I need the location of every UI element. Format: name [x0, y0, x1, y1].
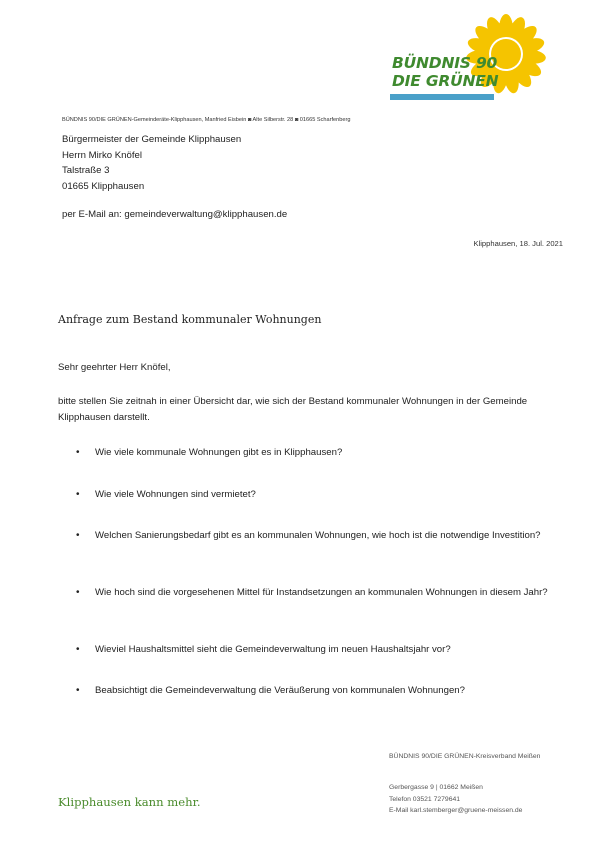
footer-address: Gerbergasse 9 | 01662 Meißen [389, 784, 483, 791]
question-text: Welchen Sanierungsbedarf gibt es an kommunalen Wohnungen, wie hoch ist die notwendige Investition? [95, 530, 541, 541]
footer-email: E-Mail karl.stemberger@gruene-meissen.de [389, 807, 523, 815]
question-text: Wieviel Haushaltsmittel sieht die Gemeindeverwaltung im neuen Haushaltsjahr vor? [95, 644, 451, 655]
footer-org: BÜNDNIS 90/DIE GRÜNEN-Kreisverband Meißen [389, 753, 541, 760]
letter-subject: Anfrage zum Bestand kommunaler Wohnungen [58, 313, 322, 326]
list-item [76, 487, 556, 503]
question-text: Wie viele Wohnungen sind vermietet? [95, 489, 256, 500]
list-item [76, 585, 556, 601]
letter-date: Klipphausen, 18. Jul. 2021 [473, 239, 563, 248]
recipient-line-2: Herrn Mirko Knöfel [62, 149, 142, 161]
party-logo [388, 14, 548, 104]
email-line: per E-Mail an: gemeindeverwaltung@klipphausen.de [62, 209, 288, 220]
recipient-line-4: 01665 Klipphausen [62, 180, 145, 192]
bullet: • [76, 644, 80, 655]
logo-line-1: BÜNDNIS 90 [392, 54, 498, 72]
list-item [76, 683, 556, 699]
question-text: Wie viele kommunale Wohnungen gibt es in Klipphausen? [95, 447, 343, 458]
bullet: • [76, 530, 80, 541]
footer-phone: Telefon 03521 7279641 [389, 795, 461, 803]
bullet: • [76, 685, 80, 696]
logo-line-2: DIE GRÜNEN [392, 72, 499, 90]
recipient-line-3: Talstraße 3 [62, 165, 110, 177]
footer-contact [389, 753, 540, 817]
list-item [76, 642, 556, 658]
sender-line: BÜNDNIS 90/DIE GRÜNEN-Gemeinderäte-Klipphausen, Manfried Eisbein ◙ Alte Silberstr. 28 ◙ 01665 Scharfenberg [62, 117, 351, 123]
question-text: Beabsichtigt die Gemeindeverwaltung die Veräußerung von kommunalen Wohnungen? [95, 685, 465, 696]
recipient-address [62, 132, 241, 194]
question-text: Wie hoch sind die vorgesehenen Mittel für Instandsetzungen an kommunalen Wohnungen in diesem Jahr? [95, 587, 548, 598]
recipient-line-1: Bürgermeister der Gemeinde Klipphausen [62, 134, 242, 145]
list-item [76, 528, 556, 544]
bullet: • [76, 489, 80, 500]
list-item [76, 445, 556, 461]
intro-paragraph: bitte stellen Sie zeitnah in einer Übersicht dar, wie sich der Bestand kommunaler Wohnungen in der Gemeinde Klipphausen darstellt. [58, 396, 528, 423]
bullet: • [76, 587, 80, 598]
salutation: Sehr geehrter Herr Knöfel, [58, 362, 171, 373]
logo-bar [390, 94, 494, 100]
slogan: Klipphausen kann mehr. [58, 795, 201, 809]
bullet: • [76, 447, 80, 458]
